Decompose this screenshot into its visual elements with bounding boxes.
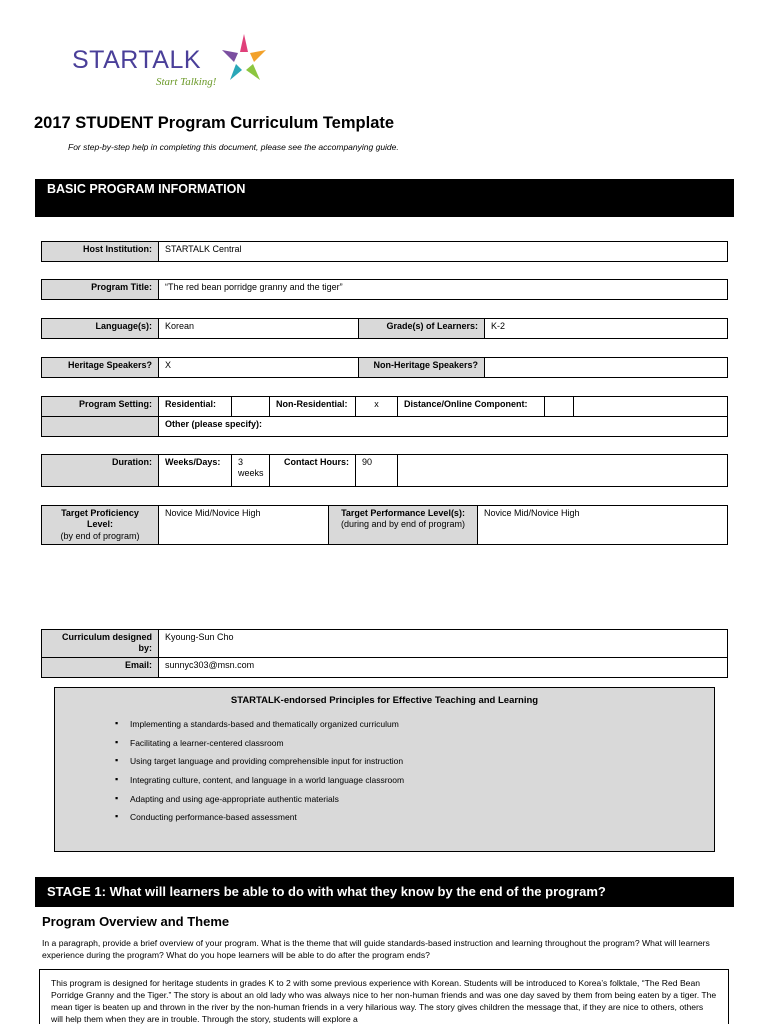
target-performance-label [329, 506, 478, 545]
non-heritage-field[interactable] [485, 358, 728, 378]
principle-item: ▪ Implementing a standards-based and thematically organized curriculum [115, 719, 404, 738]
principle-item: ▪ Using target language and providing comprehensible input for instruction [115, 756, 404, 775]
host-institution-label: Host Institution: [42, 242, 159, 262]
email-label: Email: [42, 657, 159, 677]
section-header-basic-info: BASIC PROGRAM INFORMATION [35, 179, 734, 217]
target-proficiency-label [42, 506, 159, 545]
help-note: For step-by-step help in completing this document, please see the accompanying guide. [68, 142, 399, 152]
section-header-stage-1: STAGE 1: What will learners be able to do with what they know by the end of the program? [35, 877, 734, 907]
heritage-row [41, 357, 728, 378]
principle-item: ▪ Integrating culture, content, and language in a world language classroom [115, 775, 404, 794]
program-title-label: Program Title: [42, 280, 159, 300]
designer-label: Curriculum designed by: [42, 630, 159, 658]
program-title-row [41, 279, 728, 300]
target-proficiency-field[interactable]: Novice Mid/Novice High [159, 506, 329, 545]
logo-tagline: Start Talking! [156, 76, 217, 88]
principle-item: ▪ Facilitating a learner-centered classroom [115, 738, 404, 757]
program-title-field[interactable]: “The red bean porridge granny and the tiger” [159, 280, 728, 300]
language-grade-row [41, 318, 728, 339]
other-setting-field[interactable]: Other (please specify): [159, 417, 728, 437]
logo-wordmark: STARTALK [72, 46, 202, 74]
principles-box [54, 687, 715, 852]
target-performance-field[interactable]: Novice Mid/Novice High [478, 506, 728, 545]
distance-label: Distance/Online Component: [398, 397, 545, 417]
program-setting-label-cont [42, 417, 159, 437]
target-performance-label-text: Target Performance Level(s): [341, 508, 465, 518]
principles-title: STARTALK-endorsed Principles for Effective Teaching and Learning [230, 695, 539, 706]
overview-prompt: In a paragraph, provide a brief overview of your program. What is the theme that will guide standards-based instruction and learning throughout the program? What will learners experience during the program? What do you hope learners will be able to do after the program ends? [42, 938, 710, 960]
principles-list [115, 719, 404, 831]
duration-row [41, 454, 728, 487]
language-label: Language(s): [42, 319, 159, 339]
weeks-days-field[interactable]: 3 weeks [232, 455, 270, 487]
program-setting-label: Program Setting: [42, 397, 159, 417]
non-residential-label: Non-Residential: [270, 397, 356, 417]
target-levels-row [41, 505, 728, 545]
principle-item: ▪ Adapting and using age-appropriate authentic materials [115, 794, 404, 813]
document-title: 2017 STUDENT Program Curriculum Template [34, 114, 395, 132]
setting-extra-field[interactable] [574, 397, 728, 417]
overview-heading: Program Overview and Theme [42, 914, 230, 929]
distance-field[interactable] [545, 397, 574, 417]
contact-hours-field[interactable]: 90 [356, 455, 398, 487]
non-residential-field[interactable]: x [356, 397, 398, 417]
email-field[interactable]: sunnyc303@msn.com [159, 657, 728, 677]
heritage-label: Heritage Speakers? [42, 358, 159, 378]
designer-block [41, 629, 728, 678]
overview-text-field[interactable]: This program is designed for heritage students in grades K to 2 with some previous experience with Korean. Students will be introduced to Korea’s folktale, “The Red Bean Porridge Granny and the Tiger.” The story is about an old lady who was always nice to her non-human friends and was one day saved by them from being eaten by a tiger. The mean tiger is beaten up and thrown in the river by the non-human friends in a very hilarious way. The story gives children the message that, if they are nice to others, others will help them when they are in trouble. Through the story, students will explore a [39, 969, 729, 1024]
grade-field[interactable]: K-2 [485, 319, 728, 339]
contact-hours-label: Contact Hours: [270, 455, 356, 487]
host-institution-field[interactable]: STARTALK Central [159, 242, 728, 262]
designer-field[interactable]: Kyoung-Sun Cho [159, 630, 728, 658]
program-setting-block [41, 396, 728, 437]
target-performance-sublabel: (during and by end of program) [340, 519, 466, 530]
grade-label: Grade(s) of Learners: [359, 319, 485, 339]
residential-label: Residential: [159, 397, 232, 417]
residential-field[interactable] [232, 397, 270, 417]
duration-label: Duration: [42, 455, 159, 487]
target-proficiency-sublabel: (by end of program) [60, 530, 140, 541]
target-proficiency-label-text: Target Proficiency Level: [61, 508, 139, 530]
non-heritage-label: Non-Heritage Speakers? [359, 358, 485, 378]
star-logo-icon [220, 32, 268, 82]
language-field[interactable]: Korean [159, 319, 359, 339]
host-institution-row [41, 241, 728, 262]
heritage-field[interactable]: X [159, 358, 359, 378]
principle-item: ▪ Conducting performance-based assessment [115, 812, 404, 831]
startalk-logo [70, 32, 270, 96]
weeks-days-label: Weeks/Days: [159, 455, 232, 487]
duration-extra-field[interactable] [398, 455, 728, 487]
